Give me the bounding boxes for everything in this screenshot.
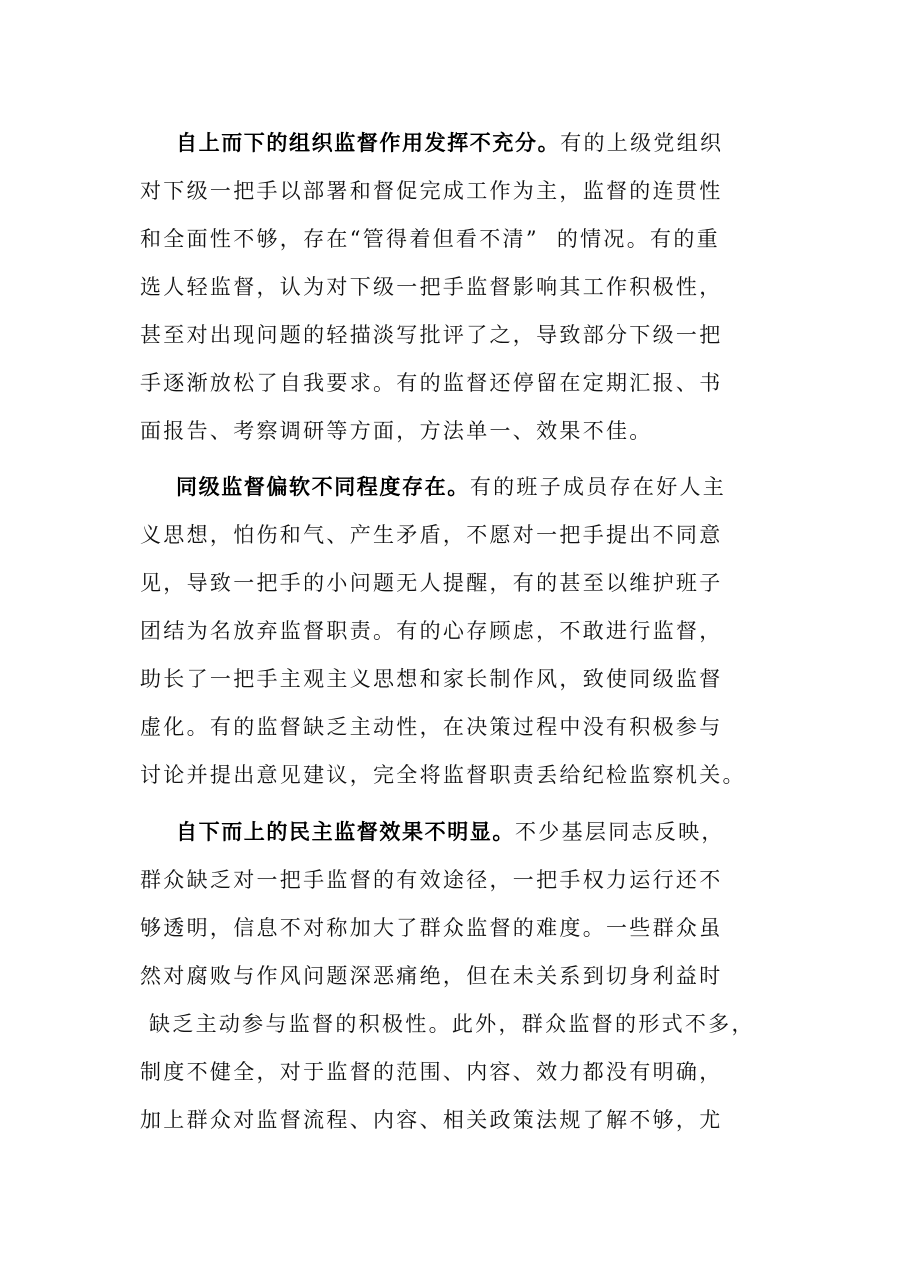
body-line: 甚至对出现问题的轻描淡写批评了之，导致部分下级一把 xyxy=(140,323,723,347)
paragraph-bottom-up-supervision xyxy=(140,808,780,1144)
body-line: 助长了一把手主观主义思想和家长制作风，致使同级监督 xyxy=(140,667,723,691)
body-line: 虚化。有的监督缺乏主动性，在决策过程中没有积极参与 xyxy=(140,715,723,739)
body-text: 不少基层同志反映， xyxy=(515,820,725,844)
body-line: 讨论并提出意见建议，完全将监督职责丢给纪检监察机关。 xyxy=(140,763,746,787)
paragraph-top-down-supervision xyxy=(140,119,780,455)
body-text: 有的班子成员存在好人主 xyxy=(469,475,727,499)
paragraph-lead-sentence: 自上而下的组织监督作用发挥不充分。 xyxy=(176,131,561,155)
body-line: 对下级一把手以部署和督促完成工作为主，监督的连贯性 xyxy=(140,179,723,203)
body-line: 制度不健全，对于监督的范围、内容、效力都没有明确， xyxy=(140,1060,723,1084)
body-text: 有的上级党组织 xyxy=(560,131,724,155)
body-line: 团结为名放弃监督职责。有的心存顾虑，不敢进行监督， xyxy=(140,619,723,643)
body-line: 群众缺乏对一把手监督的有效途径，一把手权力运行还不 xyxy=(140,868,723,892)
paragraph-peer-supervision xyxy=(140,463,780,799)
body-line: 然对腐败与作风问题深恶痛绝，但在未关系到切身利益时 xyxy=(140,964,723,988)
body-line: 缺乏主动参与监督的积极性。此外，群众监督的形式不多， xyxy=(140,1012,755,1036)
paragraph-lead-sentence: 同级监督偏软不同程度存在。 xyxy=(176,475,470,499)
body-line: 加上群众对监督流程、内容、相关政策法规了解不够，尤 xyxy=(140,1108,723,1132)
paragraph-first-line xyxy=(140,808,780,856)
body-line: 见，导致一把手的小问题无人提醒，有的甚至以维护班子 xyxy=(140,571,723,595)
paragraph-first-line xyxy=(140,463,780,511)
body-line: 面报告、考察调研等方面，方法单一、效果不佳。 xyxy=(140,419,653,443)
body-line: 和全面性不够，存在“管得着但看不清” 的情况。有的重 xyxy=(140,227,720,251)
paragraph-lead-sentence: 自下而上的民主监督效果不明显。 xyxy=(176,820,515,844)
body-line: 义思想，怕伤和气、产生矛盾，不愿对一把手提出不同意 xyxy=(140,523,723,547)
body-line: 够透明，信息不对称加大了群众监督的难度。一些群众虽 xyxy=(140,916,723,940)
paragraph-first-line xyxy=(140,119,780,167)
body-line: 选人轻监督，认为对下级一把手监督影响其工作积极性， xyxy=(140,275,723,299)
body-line: 手逐渐放松了自我要求。有的监督还停留在定期汇报、书 xyxy=(140,371,723,395)
